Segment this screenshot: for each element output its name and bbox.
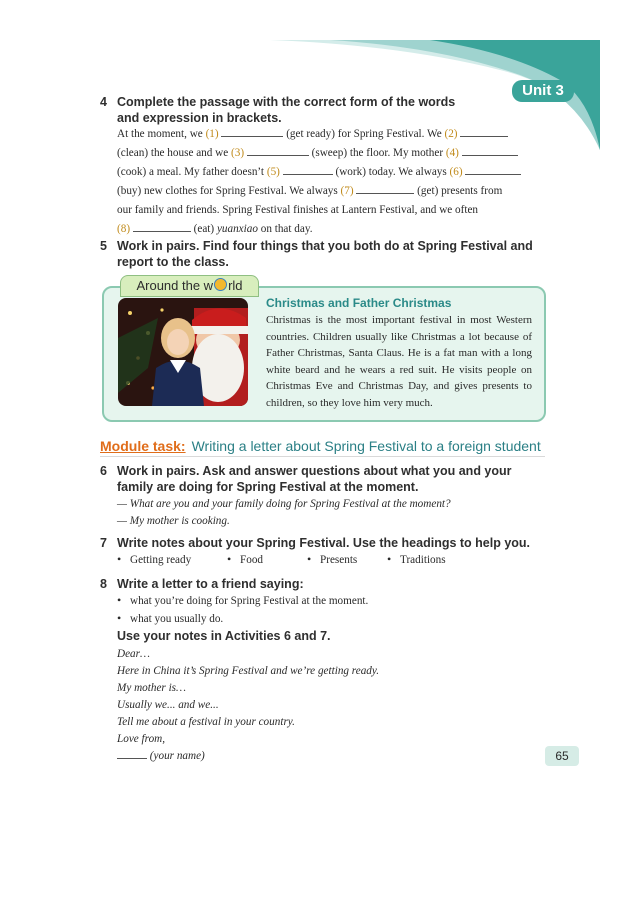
bullet-icon — [117, 610, 126, 619]
passage-line-4 — [117, 182, 547, 201]
christmas-title: Christmas and Father Christmas — [266, 296, 452, 310]
letter-line: Love from, — [117, 733, 166, 745]
bullet-icon — [227, 551, 236, 560]
activity-6-example — [117, 496, 547, 530]
christmas-photo — [118, 298, 248, 406]
example-answer: — My mother is cooking. — [117, 515, 230, 527]
passage-text: yuanxiao — [216, 223, 258, 235]
activity-5-number: 5 — [100, 239, 107, 253]
globe-icon — [214, 278, 227, 291]
gap-number: (8) — [117, 223, 131, 235]
activity-7-number: 7 — [100, 536, 107, 550]
bullet-icon — [307, 551, 316, 560]
passage-text: (eat) — [190, 223, 217, 235]
point-item — [117, 592, 368, 610]
activity-7-heading — [100, 535, 550, 551]
blank[interactable] — [221, 127, 283, 137]
activity-6-heading — [100, 463, 550, 495]
page-number: 65 — [545, 746, 579, 766]
activity-6-instruction: Work in pairs. Ask and answer questions about what you and your family are doing for Spring Festival at the moment. — [117, 464, 512, 494]
name-blank[interactable] — [117, 749, 147, 759]
letter-line: (your name) — [147, 750, 205, 762]
point-text: what you’re doing for Spring Festival at the moment. — [130, 595, 369, 607]
passage-text: (cook) a meal. My father doesn’t — [117, 166, 267, 178]
letter-line: Here in China it’s Spring Festival and we’re getting ready. — [117, 665, 380, 677]
use-notes-heading: Use your notes in Activities 6 and 7. — [117, 629, 331, 643]
module-task-subtitle: Writing a letter about Spring Festival to a foreign student — [191, 438, 541, 454]
letter-line: Tell me about a festival in your country. — [117, 716, 295, 728]
tab-text: rld — [228, 278, 243, 293]
letter-signature-line — [117, 748, 517, 765]
bullet-icon — [387, 551, 396, 560]
point-text: what you usually do. — [130, 613, 224, 625]
divider — [100, 456, 545, 457]
activity-5-heading — [100, 238, 550, 270]
passage-text: (clean) the house and we — [117, 147, 231, 159]
passage-text: (work) today. We always — [332, 166, 450, 178]
blank[interactable] — [462, 146, 518, 156]
gap-number: (1) — [205, 128, 219, 140]
heading-item — [387, 551, 477, 569]
passage-line-5: our family and friends. Spring Festival finishes at Lantern Festival, and we often — [117, 204, 479, 216]
passage-line-6 — [117, 220, 547, 239]
activity-8-instruction: Write a letter to a friend saying: — [117, 577, 304, 591]
blank[interactable] — [247, 146, 309, 156]
heading-text: Presents — [320, 554, 358, 566]
blank[interactable] — [133, 222, 191, 232]
passage-line-2 — [117, 144, 547, 163]
point-item — [117, 610, 368, 628]
passage-text: (get) presents from — [414, 185, 503, 197]
letter-line: My mother is… — [117, 682, 186, 694]
activity-8-number: 8 — [100, 577, 107, 591]
tab-text: Around the w — [136, 278, 214, 293]
heading-item — [117, 551, 227, 569]
christmas-text: Christmas is the most important festival in most Western countries. Children usually like Christmas a lot because of Father Christmas, Santa Claus. He is a fat man with a long white beard and he wears a red suit. He visits people on Christmas Eve and Christmas Day, and gives presents to children, so they love him very much. — [266, 314, 532, 409]
gap-number: (2) — [444, 128, 458, 140]
activity-4-instruction: Complete the passage with the correct form of the words and expression in brackets. — [117, 95, 456, 125]
activity-6-number: 6 — [100, 464, 107, 478]
module-task-label: Module task: — [100, 438, 186, 454]
heading-text: Food — [240, 554, 264, 566]
letter-line: Usually we... and we... — [117, 699, 219, 711]
activity-7-instruction: Write notes about your Spring Festival. Use the headings to help you. — [117, 536, 531, 550]
passage-text: (get ready) for Spring Festival. We — [283, 128, 445, 140]
activity-8-heading — [100, 576, 550, 592]
heading-list — [117, 551, 477, 569]
gap-number: (6) — [449, 166, 463, 178]
heading-item — [227, 551, 307, 569]
heading-text: Getting ready — [130, 554, 192, 566]
gap-number: (5) — [266, 166, 280, 178]
activity-8-points — [117, 592, 368, 628]
passage-text: (buy) new clothes for Spring Festival. We always — [117, 185, 341, 197]
passage-line-3 — [117, 163, 547, 182]
bullet-icon — [117, 592, 126, 601]
blank[interactable] — [465, 165, 521, 175]
letter-template — [117, 646, 517, 765]
blank[interactable] — [283, 165, 333, 175]
gap-number: (7) — [340, 185, 354, 197]
passage-text: (sweep) the floor. My mother — [308, 147, 446, 159]
around-the-world-tab — [120, 275, 259, 297]
blank[interactable] — [356, 184, 414, 194]
gap-number: (4) — [445, 147, 459, 159]
letter-line: Dear… — [117, 648, 150, 660]
example-question: — What are you and your family doing for Spring Festival at the moment? — [117, 498, 451, 510]
heading-text: Traditions — [400, 554, 446, 566]
passage-line-1 — [117, 125, 547, 144]
unit-badge: Unit 3 — [512, 80, 574, 102]
activity-5-instruction: Work in pairs. Find four things that you both do at Spring Festival and report to the class. — [117, 239, 533, 269]
santa-and-girl-image — [118, 298, 248, 406]
bullet-icon — [117, 551, 126, 560]
passage-text: on that day. — [257, 223, 313, 235]
passage-text: At the moment, we — [117, 128, 206, 140]
gap-number: (3) — [231, 147, 245, 159]
activity-4-passage — [117, 125, 547, 239]
activity-4-number: 4 — [100, 95, 107, 109]
heading-item — [307, 551, 387, 569]
blank[interactable] — [460, 127, 508, 137]
activity-4-heading — [100, 94, 460, 126]
module-task-title — [100, 438, 541, 454]
